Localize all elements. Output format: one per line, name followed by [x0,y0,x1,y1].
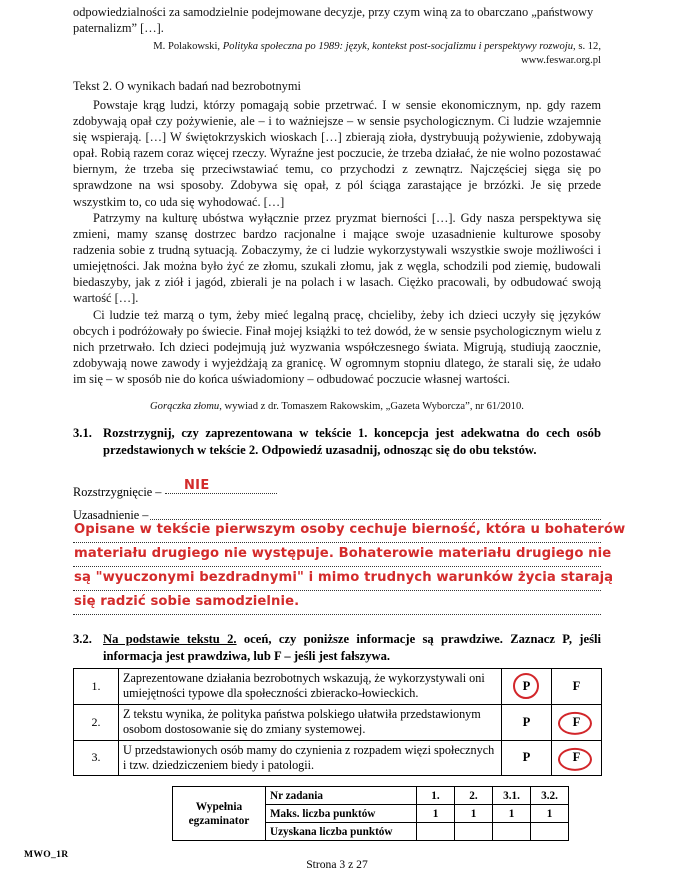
row-statement: U przedstawionych osób mamy do czynienia z rozpadem więzi społecznych i tzw. dziedziczeniem biedy i patologii. [119,740,502,776]
footer-page-number: Strona 3 z 27 [306,858,368,871]
justification-handwritten-line-4: się radzić sobie samodzielnie. [74,594,300,609]
examiner-row-label: Maks. liczba punktów [266,805,417,823]
option-false-wrap [573,750,581,765]
source2-title: Gorączka złomu [150,401,220,412]
decision-label: Rozstrzygnięcie – [73,485,162,499]
row-option-true[interactable] [502,669,552,705]
justification-handwritten-line-1: Opisane w tekście pierwszym osoby cechuje bierność, która u bohaterów [74,522,626,537]
max-points-cell: 1 [455,805,493,823]
question-31-text: Rozstrzygnij, czy zaprezentowana w tekście 1. koncepcja jest adekwatna do cech osób przedstawionych w tekście 2. Odpowiedź uzasadnij, odnosząc się do obu tekstów. [103,426,601,458]
task-number-cell: 3.1. [493,787,531,805]
row-option-false[interactable] [552,740,602,776]
max-points-cell: 1 [531,805,569,823]
decision-dotted-line[interactable] [165,483,277,494]
max-points-cell: 1 [493,805,531,823]
text2-paragraph-2: Patrzymy na kulturę ubóstwa wyłącznie przez pryzmat bierności […]. Gdy nasza perspektywa się zmieni, mamy szansę dostrzec bardzo racjonalne i mające swoje uzasadnienie kulturowe sposoby radzenia sobie z trudną sytuacją. Zobaczymy, że ci ludzie wykorzystywali wszystkie swoje możliwości i umiejętności. Jak można było żyć ze złomu, szukali złomu, jak z węgla, schodzili pod ziemię, budowali biedaszyby, jak z ziół i jagód, zbierali je na polach i w lasach. Ciężko pracowali, by odbudować swoją wartość […]. [73,211,601,306]
row-option-false[interactable] [552,669,602,705]
examiner-score-table [172,786,569,841]
justification-dotted-line-4[interactable] [73,614,601,615]
row-statement: Zaprezentowane działania bezrobotnych wskazują, że wykorzystywali oni umiejętności typowe dla społeczności zbieracko-łowieckich. [119,669,502,705]
task-number-cell: 1. [417,787,455,805]
source-attribution-2 [73,401,601,412]
question-32-text [103,631,601,665]
row-option-false[interactable] [552,704,602,740]
max-points-cell: 1 [417,805,455,823]
option-false-label: F [572,750,581,765]
examiner-row-task-numbers [173,787,569,805]
option-false-label: F [572,714,581,729]
decision-row [73,483,277,500]
examiner-label-line1: Wypełnia [195,800,243,813]
justification-dotted-line-1[interactable] [73,542,601,543]
source1-tail: , s. 12, [573,41,601,52]
justification-label: Uzasadnienie – [73,508,149,522]
table-row [74,704,602,740]
option-true-wrap [523,679,531,694]
question-32-number: 3.2. [73,632,92,646]
true-false-table [73,668,602,776]
source1-title: Polityka społeczna po 1989: język, kontekst post-socjalizmu i perspektywy rozwoju [222,41,574,52]
decision-handwritten-answer: NIE [184,478,210,493]
row-option-true[interactable] [502,740,552,776]
obtained-points-cell[interactable] [531,823,569,841]
source2-tail: , wywiad z dr. Tomaszem Rakowskim, „Gazeta Wyborcza”, nr 61/2010. [219,401,524,412]
justification-dotted-line-2[interactable] [73,566,601,567]
row-option-true[interactable] [502,704,552,740]
justification-label-row [73,508,148,523]
footer-exam-code: MWO_1R [24,849,69,860]
source1-author: M. Polakowski, [153,41,223,52]
text2-paragraph-1: Powstaje krąg ludzi, którzy pomagają sobie przetrwać. I w sensie ekonomicznym, np. gdy razem zdobywają opał czy pożywienie, ale – i to ważniejsze – w sensie psychologicznym. Ci ludzie wzajemnie się wspierają. […] W świętokrzyskich wioskach […] zbierają zioła, dystrybuują pożywienie, zdobywają opał. Robią razem coraz więcej rzeczy. Wyraźne jest poczucie, że trzeba działać, że nie wolno pozostawać biernym, że trzeba się przeciwstawiać temu, co przychodzi z zewnątrz. Najczęściej sięga się po sprawdzone na wsi sposoby. Zdobywa się opał, z pól ściąga zarastające je brzózki. Je się przede wszystkim to, co uda się wyhodować. […] [73,98,601,209]
option-false-label: F [572,678,581,693]
task-number-cell: 3.2. [531,787,569,805]
justification-handwritten-line-2: materiału drugiego nie występuje. Bohaterowie materiału drugiego nie [74,546,612,561]
examiner-table-body [173,787,569,841]
obtained-points-cell[interactable] [455,823,493,841]
option-true-label: P [522,750,531,765]
option-true-label: P [522,714,531,729]
obtained-points-cell[interactable] [417,823,455,841]
top-paragraph: odpowiedzialności za samodzielnie podejmowane decyzje, przy czym winą za to obarczano „państwowy paternalizm” […]. [73,5,594,36]
justification-dotted-line-3[interactable] [73,590,601,591]
justification-dotted-line-0[interactable] [150,519,601,520]
true-false-table-body [74,669,602,776]
text2-heading: Tekst 2. O wynikach badań nad bezrobotnymi [73,79,301,93]
option-true-label: P [522,678,531,693]
question-31-number: 3.1. [73,426,92,440]
table-row [74,669,602,705]
examiner-row-label: Uzyskana liczba punktów [266,823,417,841]
row-number: 2. [74,704,119,740]
obtained-points-cell[interactable] [493,823,531,841]
question-32-underlined: Na podstawie tekstu 2. [103,632,237,646]
row-number: 3. [74,740,119,776]
option-false-wrap [573,715,581,730]
task-number-cell: 2. [455,787,493,805]
row-number: 1. [74,669,119,705]
examiner-label-line2: egzaminator [188,814,250,827]
source-attribution-1 [120,40,601,54]
source1-url: www.feswar.org.pl [520,55,601,66]
justification-handwritten-line-3: są "wyuczonymi bezdradnymi" i mimo trudnych warunków życia starają [74,570,614,585]
text2-paragraph-3: Ci ludzie też marzą o tym, żeby mieć legalną pracę, chcieliby, żeby ich dzieci uczyły się języków obcych i podróżowały po świecie. Finał mojej książki to też dowód, że w sensie psychologicznym wielu z nich przetrwało. Ich dzieci podejmują już wyzwania współczesnego świata. Migrują, studiują zaocznie, zdobywają nowe zawody i wyjeżdżają za granicę. W ogromnym stopniu dlatego, że starali się, że udało im się – w sposób nie do końca uświadomiony – odbudować poczucie własnej wartości. [73,308,601,387]
table-row [74,740,602,776]
question-32-rest: oceń, czy poniższe informacje są prawdziwe. Zaznacz P, jeśli informacja jest prawdziwa, lub F – jeśli jest fałszywa. [103,632,601,664]
examiner-row-label: Nr zadania [266,787,417,805]
examiner-label-cell [173,787,266,841]
row-statement: Z tekstu wynika, że polityka państwa polskiego ułatwiła przedstawionym osobom dostosowanie się do zmiany systemowej. [119,704,502,740]
